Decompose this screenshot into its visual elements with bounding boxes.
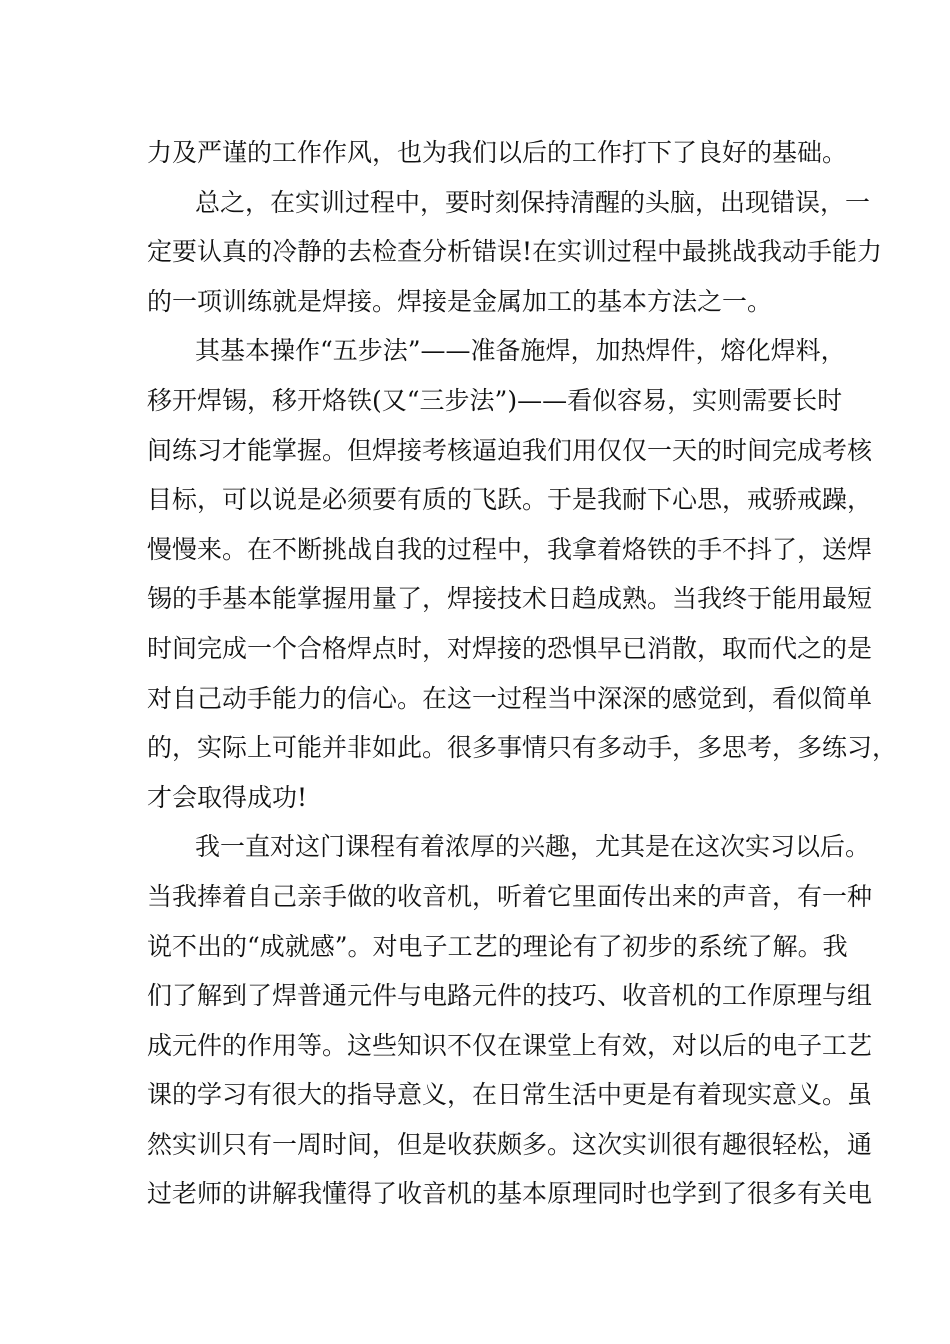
text-line: 课的学习有很大的指导意义，在日常生活中更是有着现实意义。虽 — [147, 1080, 873, 1110]
text-line: 然实训只有一周时间，但是收获颇多。这次实训很有趣很轻松，通 — [147, 1129, 873, 1159]
text-line: 对自己动手能力的信心。在这一过程当中深深的感觉到，看似简单 — [147, 683, 873, 713]
paragraph-start-line: 其基本操作“五步法”——准备施焊，加热焊件，熔化焊料， — [195, 336, 846, 366]
text-line: 成元件的作用等。这些知识不仅在课堂上有效，对以后的电子工艺 — [147, 1030, 873, 1060]
text-line: 的，实际上可能并非如此。很多事情只有多动手，多思考，多练习， — [147, 733, 898, 763]
text-line: 时间完成一个合格焊点时，对焊接的恐惧早已消散，取而代之的是 — [147, 633, 873, 663]
text-line: 当我捧着自己亲手做的收音机，听着它里面传出来的声音，有一种 — [147, 881, 873, 911]
text-line: 慢慢来。在不断挑战自我的过程中，我拿着烙铁的手不抖了，送焊 — [147, 534, 873, 564]
text-line: 移开焊锡，移开烙铁(又“三步法”)——看似容易，实则需要长时 — [147, 385, 843, 415]
text-line: 锡的手基本能掌握用量了，焊接技术日趋成熟。当我终于能用最短 — [147, 584, 873, 614]
text-line: 们了解到了焊普通元件与电路元件的技巧、收音机的工作原理与组 — [147, 981, 873, 1011]
paragraph-start-line: 总之，在实训过程中，要时刻保持清醒的头脑，出现错误，一 — [195, 187, 871, 217]
paragraph-start-line: 我一直对这门课程有着浓厚的兴趣，尤其是在这次实习以后。 — [195, 832, 871, 862]
text-line: 目标，可以说是必须要有质的飞跃。于是我耐下心思，戒骄戒躁， — [147, 485, 873, 515]
text-line: 过老师的讲解我懂得了收音机的基本原理同时也学到了很多有关电 — [147, 1179, 873, 1209]
text-line: 间练习才能掌握。但焊接考核逼迫我们用仅仅一天的时间完成考核 — [147, 435, 873, 465]
text-line: 力及严谨的工作作风，也为我们以后的工作打下了良好的基础。 — [147, 138, 848, 167]
text-line: 才会取得成功! — [147, 782, 308, 812]
text-line: 说不出的“成就感”。对电子工艺的理论有了初步的系统了解。我 — [147, 931, 848, 961]
text-line: 定要认真的冷静的去检查分析错误!在实训过程中最挑战我动手能力 — [147, 237, 883, 267]
body-text — [147, 128, 898, 1219]
text-line: 的一项训练就是焊接。焊接是金属加工的基本方法之一。 — [147, 286, 773, 316]
